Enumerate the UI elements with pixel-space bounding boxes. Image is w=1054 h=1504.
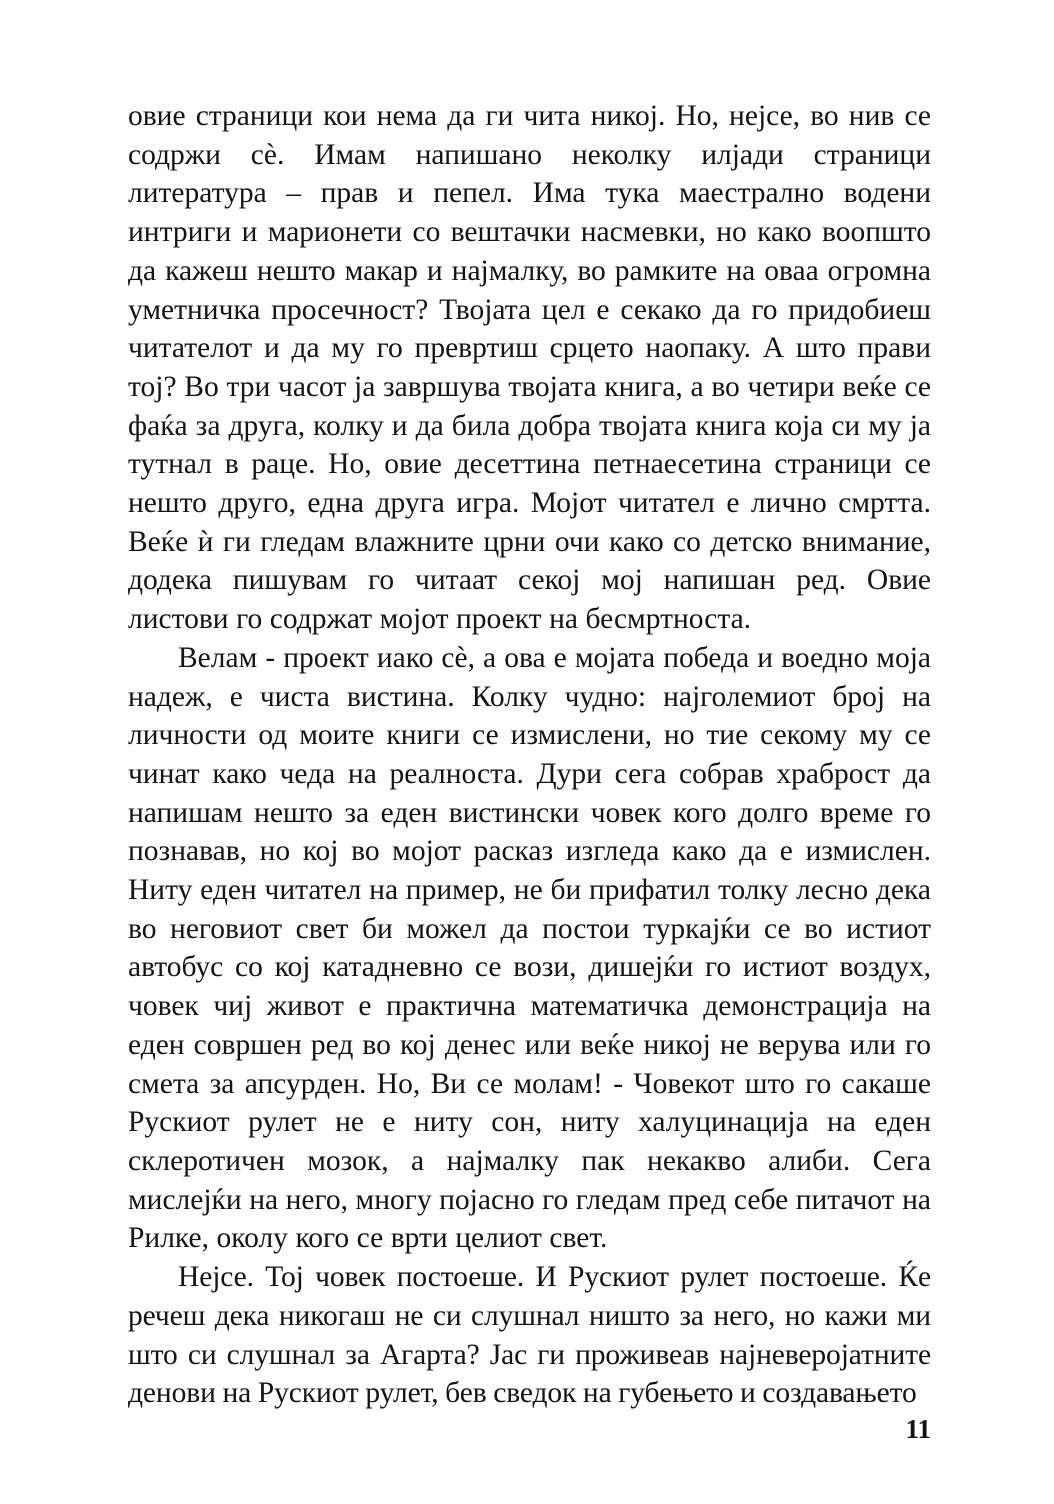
paragraph-3: Нејсе. Тој човек постоеше. И Рускиот рулет постоеше. Ќе речеш дека никогаш не си слушнал ништо за него, но кажи ми што си слушнал за Агарта? Јас ги проживеав најневеројатните денови на Рускиот рулет, бев сведок на губењето и создавањето (128, 1261, 931, 1410)
paragraph-2: Велам - проект иако сѐ, а ова е мојата победа и воедно моја надеж, е чиста вистина. Колку чудно: најголемиот број на личности од моите книги се измислени, но тие секому му се чинат како чеда на реалноста. Дури сега собрав храброст да напишам нешто за еден вистински човек кого долго време го познавав, но кој во мојот расказ изгледа како да е измислен. Ниту еден читател на пример, не би прифатил толку лесно дека во неговиот свет би можел да постои туркајќи се во истиот автобус со кој катадневно се вози, дишејќи го истиот воздух, човек чиј живот е практична математичка демонстрација на еден совршен ред во кој денес или веќе никој не верува или го смета за апсурден. Но, Ви се молам! - Човекот што го сакаше Рускиот рулет не е ниту сон, ниту халуцинација на еден склеротичен мозок, а најмалку пак некакво алиби. Сега мислејќи на него, многу појасно го гледам пред себе питачот на Рилке, околу кого се врти целиот свет. (128, 641, 931, 1255)
page-number: 11 (905, 1414, 931, 1444)
page-text-block (128, 97, 931, 1413)
paragraph-1: овие страници кои нема да ги чита никој. Но, нејсе, во нив се содржи сѐ. Имам напишано неколку илјади страници литература – прав и пепел. Има тука маестрално водени интриги и марионети со вештачки насмевки, но како воопшто да кажеш нешто макар и најмалку, во рамките на оваа огромна уметничка просечност? Твојата цел е секако да го придобиеш читателот и да му го превртиш срцето наопаку. А што прави тој? Во три часот ја завршува твојата книга, а во четири веќе се фаќа за друга, колку и да била добра твојата книга која си му ја тутнал в раце. Но, овие десеттина петнаесетина страници се нешто друго, една друга игра. Мојот читател е лично смртта. Веќе ѝ ги гледам влажните црни очи како со детско внимание, додека пишувам го читаат секој мој напишан ред. Овие листови го содржат мојот проект на бесмртноста. (128, 100, 931, 636)
